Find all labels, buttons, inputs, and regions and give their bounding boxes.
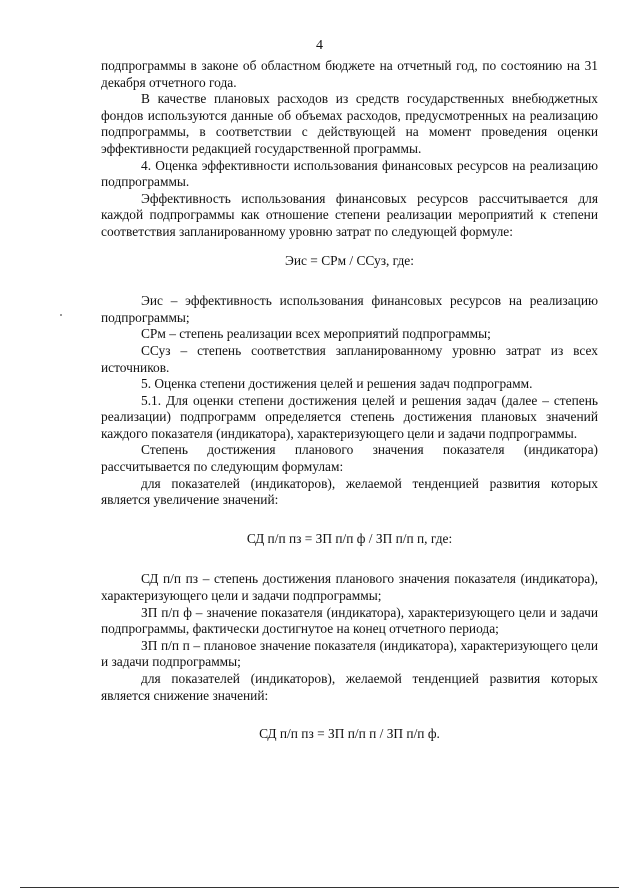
definition: ССуз – степень соответствия запланированному уровню затрат из всех источников. — [101, 342, 598, 375]
section-heading: 4. Оценка эффективности использования финансовых ресурсов на реализацию подпрограммы. — [101, 157, 598, 190]
paragraph: для показателей (индикаторов), желаемой тенденцией развития которых является увеличение значений: — [101, 475, 598, 508]
paragraph: В качестве плановых расходов из средств государственных внебюджетных фондов используются данные об объемах расходов, предусмотренных на реализацию подпрограммы, в соответствии с действующей на момент проведения оценки эффективности редакцией государственной программы. — [101, 91, 598, 156]
paragraph: для показателей (индикаторов), желаемой тенденцией развития которых является снижение значений: — [101, 671, 598, 703]
formula: СД п/п пз = ЗП п/п ф / ЗП п/п п, где: — [246, 530, 453, 546]
paragraph: подпрограммы в законе об областном бюджете на отчетный год, по состоянию на 31 декабря отчетного года. — [101, 58, 598, 90]
paragraph: Степень достижения планового значения показателя (индикатора) рассчитывается по следующим формулам: — [101, 442, 598, 475]
definition: СРм – степень реализации всех мероприятий подпрограммы; — [141, 326, 491, 342]
bottom-edge-line — [20, 887, 619, 888]
scan-speck — [60, 314, 62, 316]
paragraph: Эффективность использования финансовых ресурсов рассчитывается для каждой подпрограммы как отношение степени реализации мероприятий к степени соответствия запланированному уровню затрат по следующей формуле: — [101, 190, 598, 239]
formula: СД п/п пз = ЗП п/п п / ЗП п/п ф. — [259, 726, 440, 742]
formula: Эис = СРм / ССуз, где: — [285, 252, 414, 268]
definition: СД п/п пз – степень достижения планового значения показателя (индикатора), характеризующего цели и задачи подпрограммы; — [101, 571, 598, 604]
definition: ЗП п/п ф – значение показателя (индикатора), характеризующего цели и задачи подпрограммы, фактически достигнутое на конец отчетного периода; — [101, 604, 598, 637]
definition: ЗП п/п п – плановое значение показателя (индикатора), характеризующего цели и задачи подпрограммы; — [101, 637, 598, 670]
section-heading: 5. Оценка степени достижения целей и решения задач подпрограмм. — [141, 376, 533, 392]
paragraph: 5.1. Для оценки степени достижения целей и решения задач (далее – степень реализации) подпрограмм определяется степень достижения плановых значений каждого показателя (индикатора), характеризующего цели и задачи подпрограммы. — [101, 392, 598, 441]
document-body — [101, 58, 598, 743]
definition: Эис – эффективность использования финансовых ресурсов на реализацию подпрограммы; — [101, 293, 598, 325]
page-number: 4 — [316, 38, 323, 53]
